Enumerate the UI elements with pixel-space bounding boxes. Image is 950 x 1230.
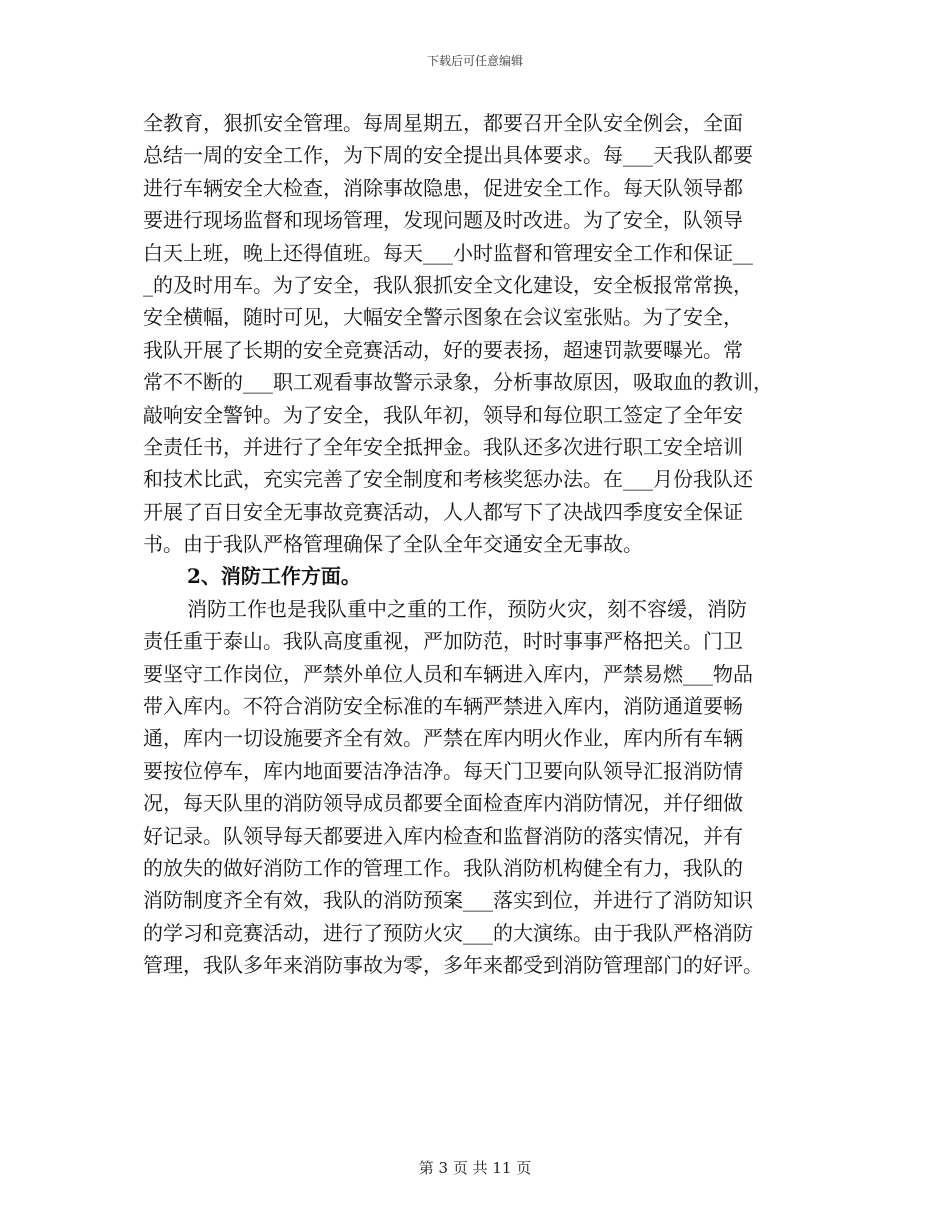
text-line: 常不不断的___职工观看事故警示录象，分析事故原因，吸取血的教训，	[143, 370, 773, 395]
text-line: 我队开展了长期的安全竞赛活动，好的要表扬，超速罚款要曝光。常	[143, 337, 743, 362]
text-line: 的放失的做好消防工作的管理工作。我队消防机构健全有力，我队的	[143, 855, 743, 880]
text-line: 责任重于泰山。我队高度重视，严加防范，时时事事严格把关。门卫	[143, 629, 743, 654]
text-line: 总结一周的安全工作，为下周的安全提出具体要求。每___天我队都要	[143, 143, 753, 168]
text-line: 白天上班，晚上还得值班。每天___小时监督和管理安全工作和保证__	[143, 240, 753, 265]
text-line: 消防工作也是我队重中之重的工作，预防火灾，刻不容缓，消防	[187, 596, 747, 621]
text-line: 和技术比武，充实完善了安全制度和考核奖惩办法。在___月份我队还	[143, 467, 753, 492]
text-line: 全责任书，并进行了全年安全抵押金。我队还多次进行职工安全培训	[143, 434, 743, 459]
text-line: 开展了百日安全无事故竞赛活动，人人都写下了决战四季度安全保证	[143, 499, 743, 524]
text-line: 敲响安全警钟。为了安全，我队年初，领导和每位职工签定了全年安	[143, 402, 743, 427]
text-line: 况，每天队里的消防领导成员都要全面检查库内消防情况，并仔细做	[143, 791, 743, 816]
text-line: 要进行现场监督和现场管理，发现问题及时改进。为了安全，队领导	[143, 208, 743, 233]
text-line: 通，库内一切设施要齐全有效。严禁在库内明火作业，库内所有车辆	[143, 726, 743, 751]
text-line: 管理，我队多年来消防事故为零，多年来都受到消防管理部门的好评。	[143, 953, 763, 978]
text-line: 的学习和竞赛活动，进行了预防火灾___的大演练。由于我队严格消防	[143, 920, 753, 945]
text-line: 消防制度齐全有效，我队的消防预案___落实到位，并进行了消防知识	[143, 888, 753, 913]
text-line: _的及时用车。为了安全，我队狠抓安全文化建设，安全板报常常换，	[143, 272, 753, 297]
page-number: 第 3 页 共 11 页	[418, 1159, 532, 1177]
header-note: 下载后可任意编辑	[426, 54, 523, 68]
text-line: 书。由于我队严格管理确保了全队全年交通安全无事故。	[143, 532, 643, 557]
text-line: 要坚守工作岗位，严禁外单位人员和车辆进入库内，严禁易燃___物品	[143, 661, 753, 686]
text-line: 带入库内。不符合消防安全标准的车辆严禁进入库内，消防通道要畅	[143, 694, 743, 719]
section-heading: 2、消防工作方面。	[187, 564, 361, 589]
text-line: 好记录。队领导每天都要进入库内检查和监督消防的落实情况，并有	[143, 823, 743, 848]
text-line: 安全横幅，随时可见，大幅安全警示图象在会议室张贴。为了安全，	[143, 305, 743, 330]
text-line: 要按位停车，库内地面要洁净洁净。每天门卫要向队领导汇报消防情	[143, 758, 743, 783]
document-body	[143, 107, 823, 982]
text-line: 进行车辆安全大检查，消除事故隐患，促进安全工作。每天队领导都	[143, 175, 743, 200]
text-line: 全教育，狠抓安全管理。每周星期五，都要召开全队安全例会，全面	[143, 111, 743, 135]
